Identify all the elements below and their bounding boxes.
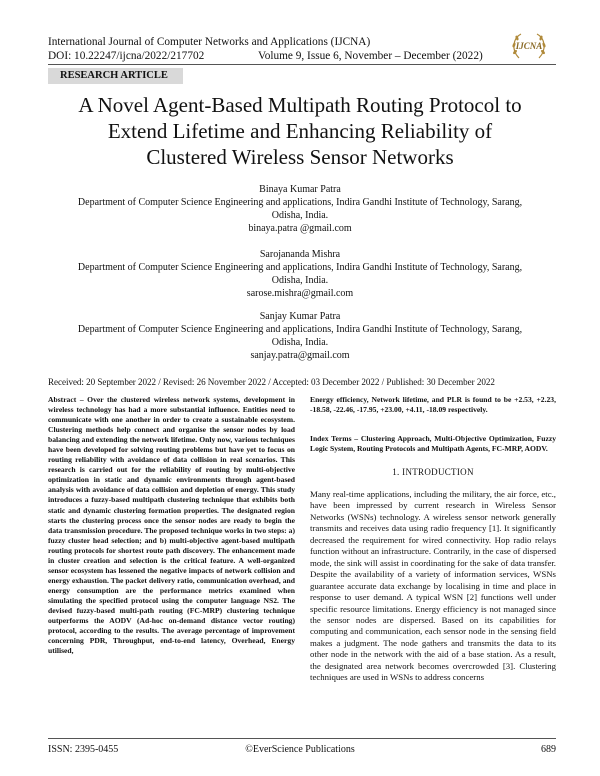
author-name: Sarojananda Mishra [259,249,341,260]
author-block [40,248,560,300]
author-affiliation: Odisha, India. [271,210,329,221]
author-affiliation: Department of Computer Science Engineering and applications, Indira Gandhi Institute of Technology, Sarang, [77,324,523,335]
author-email: sarose.mishra@gmail.com [246,288,354,299]
author-email: sanjay.patra@gmail.com [250,350,350,361]
title-line: Extend Lifetime and Enhancing Reliability of [107,119,493,143]
section-heading: 1. INTRODUCTION [392,467,474,477]
page-number: 689 [541,744,556,755]
abstract-continued: Energy efficiency, Network lifetime, and PLR is found to be +2.53, +2.23, -18.58, -22.46, -17.95, +23.00, +4.11, -18.09 respectively. [310,395,556,415]
author-block [40,183,560,235]
journal-name: International Journal of Computer Networks and Applications (IJCNA) [48,36,371,48]
author-name: Binaya Kumar Patra [259,184,341,195]
author-affiliation: Odisha, India. [271,337,329,348]
author-affiliation: Department of Computer Science Engineering and applications, Indira Gandhi Institute of Technology, Sarang, [77,262,523,273]
journal-logo [505,28,553,64]
article-type-badge: RESEARCH ARTICLE [48,68,183,84]
author-affiliation: Odisha, India. [271,275,329,286]
footer-rule [48,738,556,739]
volume-issue: Volume 9, Issue 6, November – December (2022) [258,50,483,62]
author-name: Sanjay Kumar Patra [259,311,341,322]
journal-meta-row [48,49,518,63]
publication-dates: Received: 20 September 2022 / Revised: 26 November 2022 / Accepted: 03 December 2022 / Published: 30 December 2022 [48,377,495,387]
author-block [40,310,560,362]
header-rule [48,64,556,65]
journal-header [48,35,518,63]
author-email: binaya.patra @gmail.com [248,223,352,234]
footer-issn: ISSN: 2395-0455 [48,744,119,755]
abstract-text: Abstract – Over the clustered wireless network systems, development in wireless technology has had a more substantial influence. Entities need to communicate with one another in order to create a sustainable ecosystem. Clustering methods help connect and organise the sensor nodes by load balancing and extending the network lifetime. Only now, various techniques have been developed for solving routing problems but have yet to focus on routing reliability with avoidance of data collision in real scenarios. This research is carried out for the reliability of routing by multi-objective optimization in static and dynamic environments through agent-based analysis with avoidance of data collision and depletion of energy. This study introduces a fuzzy-based multipath clustering technique that exhibits both static and dynamic clustering formation properties. The designated region starts the clustering process once the sensor nodes are ready to begin the data transmission procedure. The proposed technique works in two steps: a) fuzzy cluster head selection; and b) multi-objective agent-based multipath routing protocols for shortest route path discovery. The enhancement made in cluster creation and selection is the critical feature. A well-organized sensor ecosystem has lessened the negative impacts of network collision and energy exhaustion. The packet delivery ratio, communication overhead, and energy consumption are the performance metrics examined when simulating the specified protocol using the computer language NS2. The devised fuzzy-based multi-path routing (FC-MRP) clustering technique outperforms the AODV (Ad-hoc on-demand distance vector routing) protocol, according to the results. The average percentage of improvement concerning PDR, Throughput, end-to-end latency, Overhead, Energy utilised, [48,395,295,656]
intro-text: Many real-time applications, including the military, the air force, etc., have been impressed by current research in Wireless Sensor Networks (WSNs) technology. A wireless sensor network generally transmits and receives data using radio frequency [1]. It significantly decreased the requirement for wired connectivity. Hop radio relays function without an infrastructure. Contrarily, in the case of dispersed mode, the sink will assist in coordinating for the sake of data transfer. Despite the availability of a variety of information services, WSNs guarantee accurate data exchange by localising in time and place in response to user demand. A typical WSN [2] functions well under specific resource limitations. Energy efficiency is not managed since the sensor nodes are dispersed. Based on its capabilities for computing and communication, each sensor node in the sensing field makes a judgment. The node gathers and transmits the data to its other node in the network with the aid of a base station. As a result, the designated area network becomes overcrowded [3]. Clustering techniques are used in WSNs to address concerns [310,489,556,683]
index-terms: Index Terms – Clustering Approach, Multi-Objective Optimization, Fuzzy Logic System, Routing Protocols and Multipath Agents, FC-MRP, AODV. [310,434,556,454]
title-line: Clustered Wireless Sensor Networks [146,145,454,169]
logo-text: IJCNA [515,41,543,51]
doi-text: DOI: 10.22247/ijcna/2022/217702 [48,50,205,62]
author-affiliation: Department of Computer Science Engineering and applications, Indira Gandhi Institute of Technology, Sarang, [77,197,523,208]
title-line: A Novel Agent-Based Multipath Routing Protocol to [78,93,522,117]
footer-publisher: ©EverScience Publications [245,744,355,755]
paper-title [20,92,580,170]
